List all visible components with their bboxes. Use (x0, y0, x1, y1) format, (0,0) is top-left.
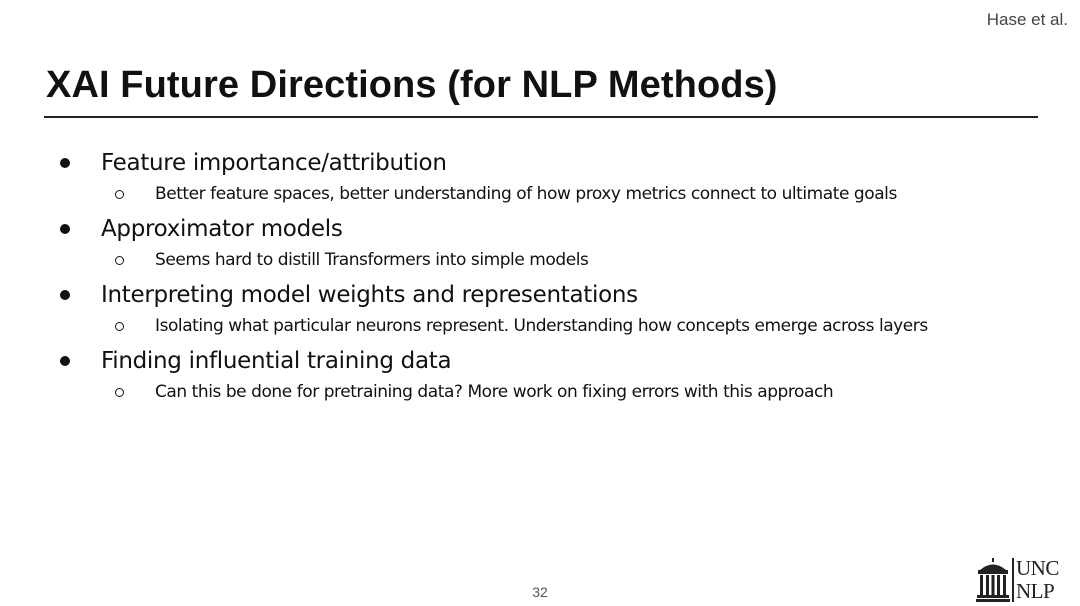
logo-divider (1012, 558, 1014, 602)
sub-bullet-line (0, 312, 1080, 344)
page-number: 32 (532, 584, 548, 600)
citation: Hase et al. (986, 10, 1068, 29)
sub-bullet-text: Better feature spaces, better understanding of how proxy metrics connect to ultimate goals (155, 184, 897, 204)
sub-bullet-text: Seems hard to distill Transformers into simple models (155, 250, 589, 270)
title-underline (44, 116, 1038, 118)
bullet-text: Finding influential training data (101, 348, 452, 374)
unc-nlp-logo (976, 556, 1076, 604)
sub-bullet-text: Can this be done for pretraining data? More work on fixing errors with this approach (155, 382, 834, 402)
bullet-dot-icon (60, 224, 70, 234)
logo-text-nlp: NLP (1016, 579, 1055, 603)
slide-title: XAI Future Directions (for NLP Methods) (46, 64, 778, 106)
bullet-dot-icon (60, 290, 70, 300)
logo-text-unc: UNC (1016, 556, 1059, 580)
bullet-list (0, 146, 1080, 410)
bullet-item-feature-importance (0, 146, 1080, 212)
bullet-item-model-weights (0, 278, 1080, 344)
sub-bullet-circle-icon (115, 322, 124, 331)
bullet-text: Feature importance/attribution (101, 150, 447, 176)
sub-bullet-line (0, 180, 1080, 212)
sub-bullet-line (0, 378, 1080, 410)
sub-bullet-text: Isolating what particular neurons represent. Understanding how concepts emerge across layers (155, 316, 928, 336)
bullet-text: Approximator models (101, 216, 343, 242)
sub-bullet-circle-icon (115, 388, 124, 397)
bullet-dot-icon (60, 356, 70, 366)
bullet-item-training-data (0, 344, 1080, 410)
sub-bullet-circle-icon (115, 190, 124, 199)
bullet-line (0, 344, 1080, 378)
bullet-dot-icon (60, 158, 70, 168)
bullet-item-approximator-models (0, 212, 1080, 278)
bullet-line (0, 212, 1080, 246)
sub-bullet-line (0, 246, 1080, 278)
bullet-line (0, 146, 1080, 180)
old-well-icon (976, 558, 1010, 602)
bullet-text: Interpreting model weights and representations (101, 282, 638, 308)
sub-bullet-circle-icon (115, 256, 124, 265)
bullet-line (0, 278, 1080, 312)
